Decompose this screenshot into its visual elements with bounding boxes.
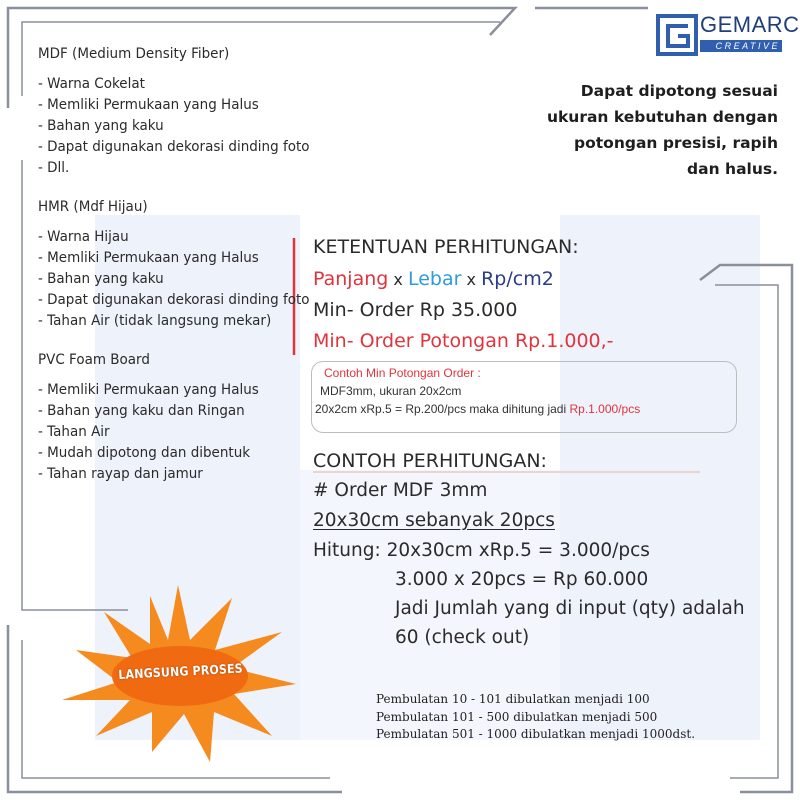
rounding-line: Pembulatan 501 - 1000 dibulatkan menjadi 1000dst. — [376, 727, 696, 741]
box-title: Contoh Min Potongan Order : — [324, 366, 481, 380]
formula-panjang: Panjang — [313, 268, 389, 290]
material-title: PVC Foam Board — [38, 352, 150, 368]
min-order: Min- Order Rp 35.000 — [313, 299, 518, 321]
material-pvc — [38, 350, 309, 485]
tagline-line: Dapat dipotong sesuai — [580, 82, 778, 100]
contoh-heading: CONTOH PERHITUNGAN: — [313, 450, 547, 472]
tagline-line: potongan presisi, rapih — [574, 134, 778, 152]
tagline — [547, 78, 778, 182]
brand-name: GEMARC — [700, 12, 800, 37]
list-item: - Bahan yang kaku — [38, 118, 164, 134]
list-item: - Memliki Permukaan yang Halus — [38, 97, 259, 113]
formula-x: x — [461, 270, 482, 289]
hitung-line-4: 60 (check out) — [395, 627, 530, 648]
min-order-potongan: Min- Order Potongan Rp.1.000,- — [313, 330, 614, 352]
rounding-notes — [376, 691, 695, 744]
list-item: - Warna Hijau — [38, 229, 129, 245]
list-item: - Tahan Air (tidak langsung mekar) — [38, 313, 272, 329]
contoh-min-box — [311, 361, 737, 433]
formula-lebar: Lebar — [407, 268, 462, 290]
order-line: # Order MDF 3mm — [313, 480, 488, 501]
list-item: - Dapat digunakan dekorasi dinding foto — [38, 139, 310, 155]
list-item: - Dll. — [38, 160, 70, 176]
box-line-1: MDF3mm, ukuran 20x2cm — [320, 384, 462, 398]
material-title: HMR (Mdf Hijau) — [38, 199, 148, 215]
list-item: - Tahan Air — [38, 424, 110, 440]
ketentuan-heading: KETENTUAN PERHITUNGAN: — [313, 236, 579, 258]
box-line-2 — [315, 402, 640, 416]
list-item: - Tahan rayap dan jamur — [38, 466, 203, 482]
rounding-line: Pembulatan 10 - 101 dibulatkan menjadi 100 — [376, 692, 650, 706]
formula-line — [313, 268, 554, 290]
hitung-line-1: Hitung: 20x30cm xRp.5 = 3.000/pcs — [313, 540, 650, 561]
list-item: - Bahan yang kaku dan Ringan — [38, 403, 245, 419]
hitung-line-3: Jadi Jumlah yang di input (qty) adalah — [395, 598, 745, 619]
list-item: - Dapat digunakan dekorasi dinding foto — [38, 292, 310, 308]
formula-x: x — [388, 270, 408, 289]
bg-shape-right — [560, 215, 760, 740]
list-item: - Warna Cokelat — [38, 76, 145, 92]
box-line-2-text: 20x2cm xRp.5 = Rp.200/pcs maka dihitung jadi — [315, 402, 570, 416]
material-hmr — [38, 197, 309, 332]
list-item: - Bahan yang kaku — [38, 271, 164, 287]
langsung-proses-badge: LANGSUNG PROSES — [118, 660, 244, 682]
box-line-2-highlight: Rp.1.000/pcs — [569, 402, 641, 416]
list-item: - Mudah dipotong dan dibentuk — [38, 445, 251, 461]
material-title: MDF (Medium Density Fiber) — [38, 46, 230, 62]
hitung-line-2: 3.000 x 20pcs = Rp 60.000 — [395, 569, 649, 590]
rounding-line: Pembulatan 101 - 500 dibulatkan menjadi 500 — [376, 709, 658, 724]
tagline-line: ukuran kebutuhan dengan — [546, 108, 778, 126]
list-item: - Memliki Permukaan yang Halus — [38, 250, 259, 266]
formula-rate: Rp/cm2 — [481, 268, 554, 290]
material-mdf — [38, 44, 309, 179]
size-line: 20x30cm sebanyak 20pcs — [313, 510, 555, 531]
materials-list — [38, 44, 309, 503]
tagline-line: dan halus. — [687, 160, 778, 178]
brand-sub: CREATIVE — [700, 40, 782, 52]
list-item: - Memliki Permukaan yang Halus — [38, 382, 259, 398]
